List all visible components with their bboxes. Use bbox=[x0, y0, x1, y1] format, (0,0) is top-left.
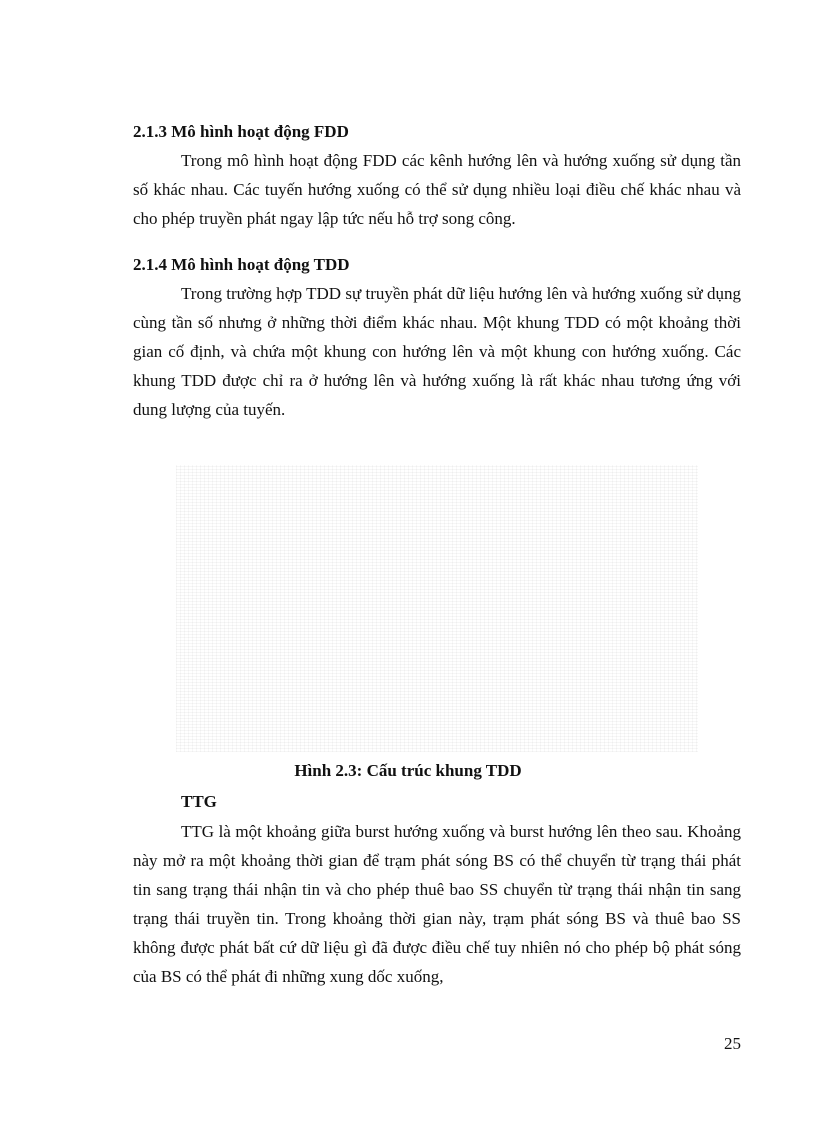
paragraph-tdd: Trong trường hợp TDD sự truyền phát dữ liệu hướng lên và hướng xuống sử dụng cùng tần số nhưng ở những thời điểm khác nhau. Một khung TDD có một khoảng thời gian cố định, và chứa một khung con hướng lên và một khung con hướng xuống. Các khung TDD được chỉ ra ở hướng lên và hướng xuống là rất khác nhau tương ứng với dung lượng của tuyến. bbox=[133, 284, 741, 419]
paragraph-ttg: TTG là một khoảng giữa burst hướng xuống và burst hướng lên theo sau. Khoảng này mở ra một khoảng thời gian để trạm phát sóng BS có thể chuyển từ trạng thái phát tin sang trạng thái nhận tin và cho phép thuê bao SS chuyển từ trạng thái nhận tin sang trạng thái truyền tin. Trong khoảng thời gian này, trạm phát sóng BS và thuê bao SS không được phát bất cứ dữ liệu gì đã được điều chế tuy nhiên nó cho phép bộ phát sóng của BS có thể phát đi những xung dốc xuống, bbox=[133, 822, 741, 986]
paragraph-fdd: Trong mô hình hoạt động FDD các kênh hướng lên và hướng xuống sử dụng tần số khác nhau. Các tuyến hướng xuống có thể sử dụng nhiều loại điều chế khác nhau và cho phép truyền phát ngay lập tức nếu hỗ trợ song công. bbox=[133, 151, 741, 228]
section-heading-tdd: 2.1.4 Mô hình hoạt động TDD bbox=[133, 255, 350, 274]
figure-tdd-frame-structure-image bbox=[176, 465, 698, 752]
section-heading-ttg: TTG bbox=[181, 792, 217, 811]
lower-content bbox=[133, 787, 741, 991]
figure-caption: Hình 2.3: Cấu trúc khung TDD bbox=[294, 761, 522, 780]
page-number: 25 bbox=[724, 1034, 741, 1053]
section-heading-fdd: 2.1.3 Mô hình hoạt động FDD bbox=[133, 122, 349, 141]
upper-content bbox=[133, 118, 741, 424]
